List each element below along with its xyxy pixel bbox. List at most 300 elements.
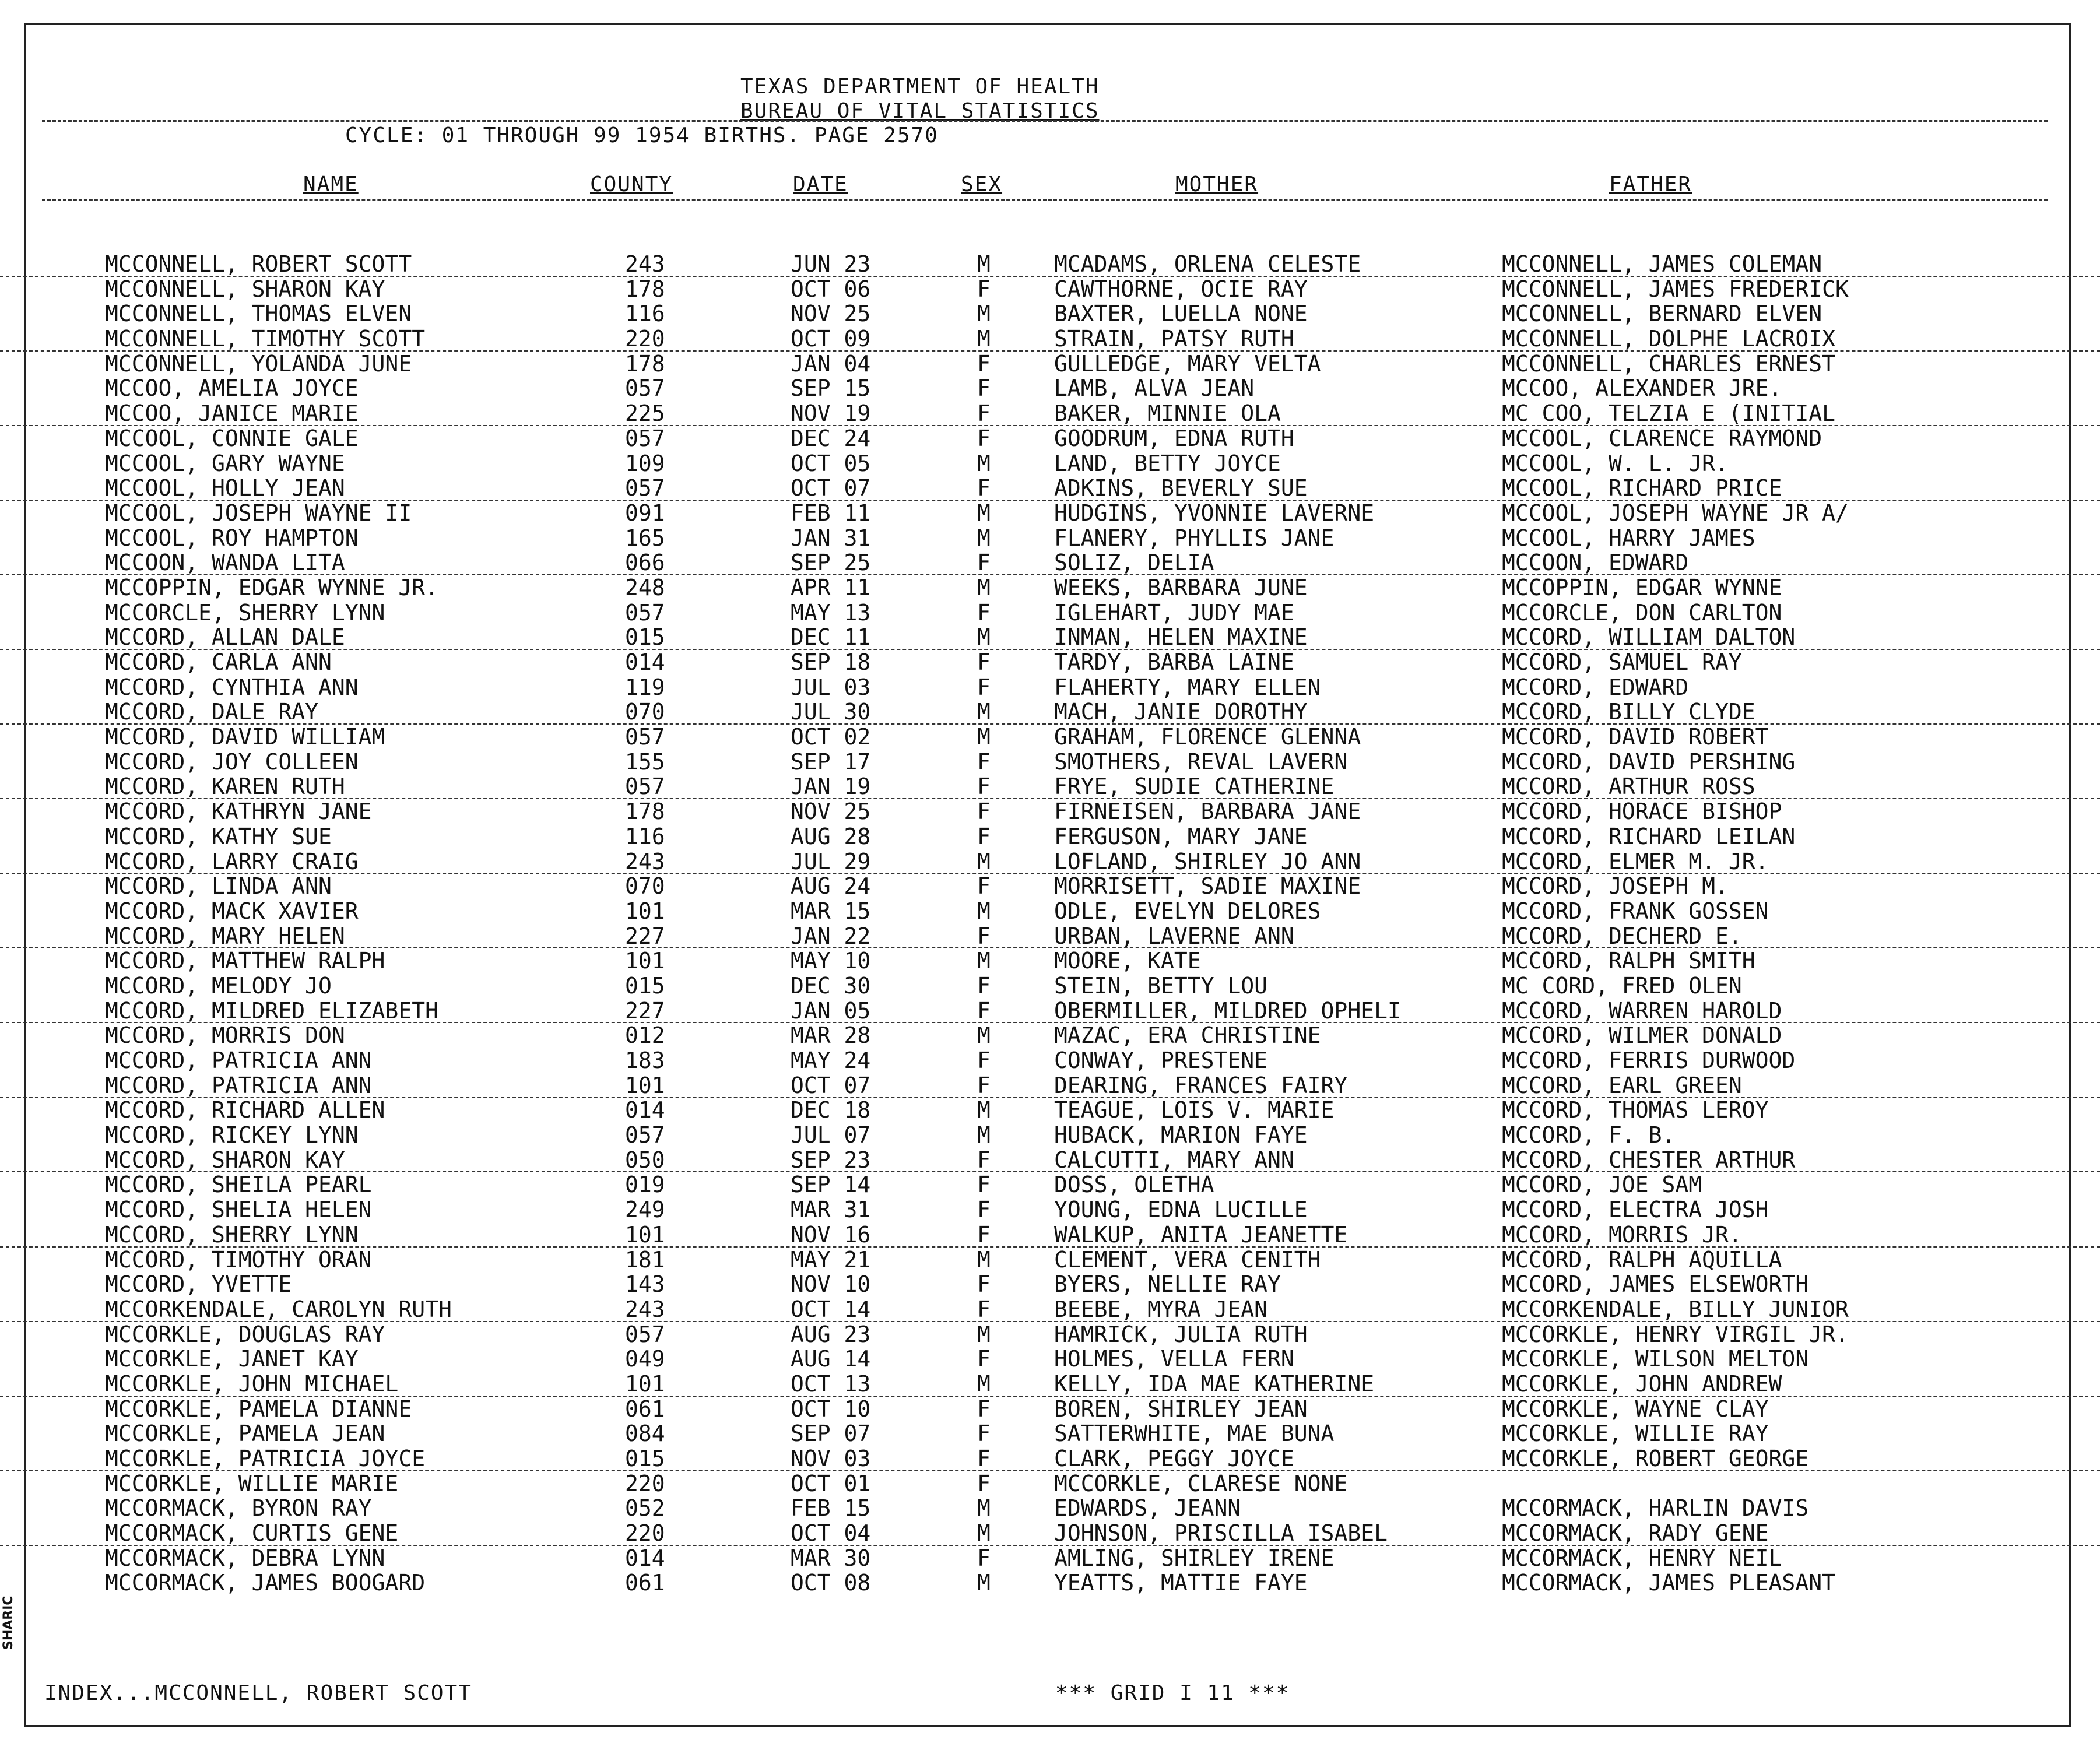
record-county: 220 bbox=[625, 326, 665, 352]
record-row bbox=[0, 774, 2100, 799]
record-mother: ODLE, EVELYN DELORES bbox=[1054, 898, 1321, 924]
record-father: MCCORKLE, HENRY VIRGIL JR. bbox=[1502, 1321, 1849, 1347]
record-name: MCCORD, DAVID WILLIAM bbox=[105, 724, 385, 750]
record-date: MAR 28 bbox=[791, 1022, 871, 1049]
record-sex: F bbox=[977, 1296, 991, 1322]
record-row bbox=[0, 526, 2100, 551]
record-row bbox=[0, 1073, 2100, 1098]
record-county: 070 bbox=[625, 873, 665, 899]
record-row bbox=[0, 999, 2100, 1024]
record-mother: SMOTHERS, REVAL LAVERN bbox=[1054, 749, 1348, 775]
record-row bbox=[0, 1372, 2100, 1397]
record-mother: HAMRICK, JULIA RUTH bbox=[1054, 1321, 1308, 1347]
record-name: MCCORD, MATTHEW RALPH bbox=[105, 948, 385, 974]
record-sex: F bbox=[977, 1446, 991, 1471]
record-county: 101 bbox=[625, 1221, 665, 1248]
record-date: SEP 14 bbox=[791, 1172, 871, 1198]
record-mother: INMAN, HELEN MAXINE bbox=[1054, 624, 1308, 651]
record-date: MAY 13 bbox=[791, 599, 871, 625]
record-date: OCT 10 bbox=[791, 1396, 871, 1422]
record-sex: M bbox=[977, 450, 991, 476]
record-date: OCT 05 bbox=[791, 450, 871, 476]
record-sex: M bbox=[977, 1246, 991, 1273]
record-county: 101 bbox=[625, 1371, 665, 1397]
record-county: 061 bbox=[625, 1396, 665, 1422]
record-row bbox=[0, 1347, 2100, 1372]
record-sex: F bbox=[977, 1396, 991, 1422]
record-county: 183 bbox=[625, 1048, 665, 1073]
record-name: MCCORKLE, JOHN MICHAEL bbox=[105, 1371, 399, 1397]
record-date: MAR 31 bbox=[791, 1197, 871, 1223]
record-row bbox=[0, 974, 2100, 999]
record-county: 227 bbox=[625, 923, 665, 949]
record-county: 057 bbox=[625, 774, 665, 800]
record-row bbox=[0, 824, 2100, 849]
record-sex: F bbox=[977, 823, 991, 849]
record-name: MCCONNELL, ROBERT SCOTT bbox=[105, 251, 412, 277]
record-name: MCCORKLE, WILLIE MARIE bbox=[105, 1470, 399, 1496]
record-mother: FLAHERTY, MARY ELLEN bbox=[1054, 674, 1321, 700]
record-father: MCCOON, EDWARD bbox=[1502, 550, 1689, 576]
record-name: MCCOO, AMELIA JOYCE bbox=[105, 375, 359, 402]
record-father: MC CORD, FRED OLEN bbox=[1502, 972, 1742, 999]
record-row bbox=[0, 501, 2100, 526]
record-row bbox=[0, 1471, 2100, 1496]
record-father: MCCORD, DAVID ROBERT bbox=[1502, 724, 1769, 750]
record-row bbox=[0, 1521, 2100, 1546]
record-row bbox=[0, 451, 2100, 476]
record-county: 220 bbox=[625, 1470, 665, 1496]
record-name: MCCOOL, JOSEPH WAYNE II bbox=[105, 500, 412, 526]
record-row bbox=[0, 874, 2100, 899]
record-mother: OBERMILLER, MILDRED OPHELI bbox=[1054, 997, 1401, 1024]
record-date: OCT 02 bbox=[791, 724, 871, 750]
record-row bbox=[0, 700, 2100, 725]
record-row bbox=[0, 1397, 2100, 1422]
record-father: MCCORD, DECHERD E. bbox=[1502, 923, 1742, 949]
cycle-line: CYCLE: 01 THROUGH 99 1954 BIRTHS. PAGE 2570 bbox=[345, 124, 939, 147]
record-row bbox=[0, 799, 2100, 824]
record-sex: F bbox=[977, 1221, 991, 1248]
record-date: OCT 04 bbox=[791, 1520, 871, 1547]
column-header-county: COUNTY bbox=[590, 173, 673, 196]
record-name: MCCONNELL, YOLANDA JUNE bbox=[105, 350, 412, 377]
record-county: 243 bbox=[625, 1296, 665, 1322]
record-date: DEC 30 bbox=[791, 972, 871, 999]
record-sex: F bbox=[977, 997, 991, 1024]
footer-index: INDEX...MCCONNELL, ROBERT SCOTT bbox=[44, 1681, 472, 1705]
record-mother: GOODRUM, EDNA RUTH bbox=[1054, 425, 1294, 451]
record-name: MCCONNELL, THOMAS ELVEN bbox=[105, 301, 412, 327]
record-sex: F bbox=[977, 1346, 991, 1372]
record-name: MCCORD, SHARON KAY bbox=[105, 1147, 345, 1173]
record-mother: BAKER, MINNIE OLA bbox=[1054, 400, 1281, 427]
record-father: MCCONNELL, JAMES COLEMAN bbox=[1502, 251, 1822, 277]
record-father: MCCORD, SAMUEL RAY bbox=[1502, 649, 1742, 675]
record-county: 057 bbox=[625, 1122, 665, 1148]
record-sex: M bbox=[977, 1371, 991, 1397]
record-row bbox=[0, 1197, 2100, 1222]
record-mother: BEEBE, MYRA JEAN bbox=[1054, 1296, 1268, 1322]
record-date: JAN 31 bbox=[791, 525, 871, 551]
record-date: OCT 07 bbox=[791, 475, 871, 501]
record-county: 178 bbox=[625, 350, 665, 377]
record-county: 015 bbox=[625, 972, 665, 999]
record-row bbox=[0, 675, 2100, 700]
record-county: 015 bbox=[625, 1446, 665, 1471]
record-father: MCCORKLE, WILLIE RAY bbox=[1502, 1421, 1769, 1447]
record-row bbox=[0, 948, 2100, 974]
record-date: NOV 10 bbox=[791, 1271, 871, 1298]
record-father: MCCORKLE, JOHN ANDREW bbox=[1502, 1371, 1782, 1397]
record-father: MCCORD, HORACE BISHOP bbox=[1502, 799, 1782, 825]
header-line-2: BUREAU OF VITAL STATISTICS bbox=[740, 99, 1100, 123]
record-father: MCCOO, ALEXANDER JRE. bbox=[1502, 375, 1782, 402]
record-sex: F bbox=[977, 749, 991, 775]
record-mother: GULLEDGE, MARY VELTA bbox=[1054, 350, 1321, 377]
record-name: MCCORD, MILDRED ELIZABETH bbox=[105, 997, 438, 1024]
record-name: MCCORD, LINDA ANN bbox=[105, 873, 332, 899]
record-date: SEP 23 bbox=[791, 1147, 871, 1173]
record-sex: F bbox=[977, 1072, 991, 1098]
record-county: 084 bbox=[625, 1421, 665, 1447]
record-name: MCCORKLE, DOUGLAS RAY bbox=[105, 1321, 385, 1347]
record-county: 181 bbox=[625, 1246, 665, 1273]
record-father: MCCORCLE, DON CARLTON bbox=[1502, 599, 1782, 625]
record-mother: CLARK, PEGGY JOYCE bbox=[1054, 1446, 1294, 1471]
record-county: 101 bbox=[625, 898, 665, 924]
record-sex: F bbox=[977, 1271, 991, 1298]
record-row bbox=[0, 252, 2100, 277]
record-mother: STEIN, BETTY LOU bbox=[1054, 972, 1268, 999]
record-father: MCCORD, MORRIS JR. bbox=[1502, 1221, 1742, 1248]
record-sex: F bbox=[977, 1545, 991, 1571]
record-father: MCCORD, WILMER DONALD bbox=[1502, 1022, 1782, 1049]
record-mother: YEATTS, MATTIE FAYE bbox=[1054, 1570, 1308, 1596]
record-row bbox=[0, 1123, 2100, 1148]
record-father: MCCORMACK, HARLIN DAVIS bbox=[1502, 1495, 1809, 1521]
record-mother: FLANERY, PHYLLIS JANE bbox=[1054, 525, 1335, 551]
record-county: 061 bbox=[625, 1570, 665, 1596]
record-sex: F bbox=[977, 972, 991, 999]
record-row bbox=[0, 401, 2100, 426]
record-row bbox=[0, 1297, 2100, 1322]
record-date: OCT 06 bbox=[791, 276, 871, 302]
record-mother: CAWTHORNE, OCIE RAY bbox=[1054, 276, 1308, 302]
record-name: MCCORKLE, PATRICIA JOYCE bbox=[105, 1446, 426, 1471]
record-mother: YOUNG, EDNA LUCILLE bbox=[1054, 1197, 1308, 1223]
record-date: SEP 15 bbox=[791, 375, 871, 402]
record-county: 248 bbox=[625, 574, 665, 600]
record-county: 014 bbox=[625, 649, 665, 675]
record-father: MCCONNELL, BERNARD ELVEN bbox=[1502, 301, 1822, 327]
record-mother: JOHNSON, PRISCILLA ISABEL bbox=[1054, 1520, 1388, 1547]
record-date: SEP 07 bbox=[791, 1421, 871, 1447]
record-mother: STRAIN, PATSY RUTH bbox=[1054, 326, 1294, 352]
record-mother: SATTERWHITE, MAE BUNA bbox=[1054, 1421, 1335, 1447]
record-father: MCCORD, RALPH AQUILLA bbox=[1502, 1246, 1782, 1273]
record-name: MCCOOL, GARY WAYNE bbox=[105, 450, 345, 476]
record-mother: IGLEHART, JUDY MAE bbox=[1054, 599, 1294, 625]
record-mother: MACH, JANIE DOROTHY bbox=[1054, 699, 1308, 725]
record-father: MCCORD, JAMES ELSEWORTH bbox=[1502, 1271, 1809, 1298]
record-sex: F bbox=[977, 400, 991, 427]
record-county: 249 bbox=[625, 1197, 665, 1223]
record-sex: M bbox=[977, 948, 991, 974]
record-date: OCT 08 bbox=[791, 1570, 871, 1596]
record-father: MCCORMACK, HENRY NEIL bbox=[1502, 1545, 1782, 1571]
record-sex: F bbox=[977, 425, 991, 451]
record-date: JUL 29 bbox=[791, 848, 871, 874]
record-county: 116 bbox=[625, 301, 665, 327]
record-name: MCCORD, MELODY JO bbox=[105, 972, 332, 999]
record-row bbox=[0, 1248, 2100, 1273]
record-sex: F bbox=[977, 1048, 991, 1073]
record-row bbox=[0, 476, 2100, 501]
record-mother: GRAHAM, FLORENCE GLENNA bbox=[1054, 724, 1361, 750]
column-header-father: FATHER bbox=[1609, 173, 1692, 196]
record-county: 116 bbox=[625, 823, 665, 849]
record-row bbox=[0, 1048, 2100, 1073]
record-mother: BAXTER, LUELLA NONE bbox=[1054, 301, 1308, 327]
column-header-sex: SEX bbox=[961, 173, 1003, 196]
record-name: MCCORKLE, PAMELA DIANNE bbox=[105, 1396, 412, 1422]
record-county: 057 bbox=[625, 1321, 665, 1347]
record-date: JAN 22 bbox=[791, 923, 871, 949]
record-mother: ADKINS, BEVERLY SUE bbox=[1054, 475, 1308, 501]
record-father: MCCORKLE, WAYNE CLAY bbox=[1502, 1396, 1769, 1422]
record-name: MCCORD, PATRICIA ANN bbox=[105, 1072, 372, 1098]
record-father: MCCORD, JOSEPH M. bbox=[1502, 873, 1729, 899]
record-county: 178 bbox=[625, 276, 665, 302]
record-date: MAR 30 bbox=[791, 1545, 871, 1571]
record-name: MCCORMACK, CURTIS GENE bbox=[105, 1520, 399, 1547]
record-date: OCT 09 bbox=[791, 326, 871, 352]
record-name: MCCORD, CYNTHIA ANN bbox=[105, 674, 359, 700]
record-county: 165 bbox=[625, 525, 665, 551]
record-county: 225 bbox=[625, 400, 665, 427]
record-county: 091 bbox=[625, 500, 665, 526]
record-row bbox=[0, 849, 2100, 874]
record-row bbox=[0, 750, 2100, 775]
record-county: 057 bbox=[625, 475, 665, 501]
record-mother: TARDY, BARBA LAINE bbox=[1054, 649, 1294, 675]
record-name: MCCORD, ALLAN DALE bbox=[105, 624, 345, 651]
record-mother: DEARING, FRANCES FAIRY bbox=[1054, 1072, 1348, 1098]
record-name: MCCORD, SHEILA PEARL bbox=[105, 1172, 372, 1198]
record-date: OCT 07 bbox=[791, 1072, 871, 1098]
record-date: DEC 11 bbox=[791, 624, 871, 651]
record-name: MCCOOL, CONNIE GALE bbox=[105, 425, 359, 451]
record-sex: M bbox=[977, 1122, 991, 1148]
record-father: MCCORD, RICHARD LEILAN bbox=[1502, 823, 1796, 849]
record-father: MCCORD, BILLY CLYDE bbox=[1502, 699, 1755, 725]
record-county: 066 bbox=[625, 550, 665, 576]
record-county: 143 bbox=[625, 1271, 665, 1298]
record-date: FEB 11 bbox=[791, 500, 871, 526]
record-row bbox=[0, 326, 2100, 352]
record-row bbox=[0, 899, 2100, 924]
record-name: MCCORD, MACK XAVIER bbox=[105, 898, 359, 924]
record-row bbox=[0, 1496, 2100, 1521]
record-father: MCCORKENDALE, BILLY JUNIOR bbox=[1502, 1296, 1849, 1322]
record-row bbox=[0, 1546, 2100, 1571]
record-date: MAY 21 bbox=[791, 1246, 871, 1273]
record-name: MCCORD, PATRICIA ANN bbox=[105, 1048, 372, 1073]
record-name: MCCOPPIN, EDGAR WYNNE JR. bbox=[105, 574, 438, 600]
record-name: MCCOO, JANICE MARIE bbox=[105, 400, 359, 427]
record-date: FEB 15 bbox=[791, 1495, 871, 1521]
record-date: DEC 18 bbox=[791, 1097, 871, 1123]
record-county: 015 bbox=[625, 624, 665, 651]
record-name: MCCOON, WANDA LITA bbox=[105, 550, 345, 576]
record-date: JUL 07 bbox=[791, 1122, 871, 1148]
record-father: MCCORD, EDWARD bbox=[1502, 674, 1689, 700]
record-row bbox=[0, 376, 2100, 401]
record-date: NOV 16 bbox=[791, 1221, 871, 1248]
record-name: MCCORD, DALE RAY bbox=[105, 699, 319, 725]
record-name: MCCORD, RICHARD ALLEN bbox=[105, 1097, 385, 1123]
record-mother: BYERS, NELLIE RAY bbox=[1054, 1271, 1281, 1298]
record-sex: M bbox=[977, 724, 991, 750]
record-father: MCCORD, WILLIAM DALTON bbox=[1502, 624, 1796, 651]
record-mother: MCADAMS, ORLENA CELESTE bbox=[1054, 251, 1361, 277]
record-row bbox=[0, 352, 2100, 377]
record-date: AUG 24 bbox=[791, 873, 871, 899]
record-sex: F bbox=[977, 873, 991, 899]
record-father: MCCORMACK, JAMES PLEASANT bbox=[1502, 1570, 1835, 1596]
record-row bbox=[0, 1421, 2100, 1446]
record-county: 049 bbox=[625, 1346, 665, 1372]
record-name: MCCORD, JOY COLLEEN bbox=[105, 749, 359, 775]
header-divider bbox=[42, 120, 2048, 122]
record-row bbox=[0, 1148, 2100, 1173]
record-sex: F bbox=[977, 923, 991, 949]
record-sex: M bbox=[977, 699, 991, 725]
record-name: MCCORD, MORRIS DON bbox=[105, 1022, 345, 1049]
record-father: MCCORD, ELMER M. JR. bbox=[1502, 848, 1769, 874]
record-father: MCCORD, ARTHUR ROSS bbox=[1502, 774, 1755, 800]
record-date: JUL 30 bbox=[791, 699, 871, 725]
record-date: NOV 25 bbox=[791, 799, 871, 825]
record-mother: HUBACK, MARION FAYE bbox=[1054, 1122, 1308, 1148]
record-county: 057 bbox=[625, 724, 665, 750]
record-sex: M bbox=[977, 251, 991, 277]
record-date: JUN 23 bbox=[791, 251, 871, 277]
record-father: MCCORKLE, ROBERT GEORGE bbox=[1502, 1446, 1809, 1471]
record-sex: F bbox=[977, 375, 991, 402]
record-sex: F bbox=[977, 649, 991, 675]
record-father: MCCORD, JOE SAM bbox=[1502, 1172, 1702, 1198]
record-county: 227 bbox=[625, 997, 665, 1024]
record-date: AUG 28 bbox=[791, 823, 871, 849]
record-county: 050 bbox=[625, 1147, 665, 1173]
record-sex: M bbox=[977, 898, 991, 924]
record-sex: M bbox=[977, 525, 991, 551]
record-sex: F bbox=[977, 1147, 991, 1173]
record-sex: M bbox=[977, 1495, 991, 1521]
record-father: MCCORD, FERRIS DURWOOD bbox=[1502, 1048, 1796, 1073]
record-sex: M bbox=[977, 301, 991, 327]
record-mother: EDWARDS, JEANN bbox=[1054, 1495, 1241, 1521]
record-sex: F bbox=[977, 599, 991, 625]
record-name: MCCORKLE, PAMELA JEAN bbox=[105, 1421, 385, 1447]
record-date: JUL 03 bbox=[791, 674, 871, 700]
record-county: 243 bbox=[625, 251, 665, 277]
record-sex: F bbox=[977, 774, 991, 800]
record-sex: M bbox=[977, 1097, 991, 1123]
record-name: MCCORMACK, JAMES BOOGARD bbox=[105, 1570, 426, 1596]
record-sex: M bbox=[977, 1022, 991, 1049]
record-father: MC COO, TELZIA E (INITIAL bbox=[1502, 400, 1835, 427]
record-name: MCCORD, KATHY SUE bbox=[105, 823, 332, 849]
record-county: 012 bbox=[625, 1022, 665, 1049]
record-row bbox=[0, 277, 2100, 302]
footer-grid: *** GRID I 11 *** bbox=[1055, 1681, 1290, 1705]
record-row bbox=[0, 625, 2100, 650]
record-father: MCCONNELL, DOLPHE LACROIX bbox=[1502, 326, 1835, 352]
record-date: OCT 14 bbox=[791, 1296, 871, 1322]
record-mother: TEAGUE, LOIS V. MARIE bbox=[1054, 1097, 1335, 1123]
record-father: MCCORD, F. B. bbox=[1502, 1122, 1676, 1148]
record-mother: WALKUP, ANITA JEANETTE bbox=[1054, 1221, 1348, 1248]
record-county: 057 bbox=[625, 599, 665, 625]
record-mother: CONWAY, PRESTENE bbox=[1054, 1048, 1268, 1073]
record-name: MCCONNELL, TIMOTHY SCOTT bbox=[105, 326, 426, 352]
record-sex: M bbox=[977, 624, 991, 651]
record-mother: LOFLAND, SHIRLEY JO ANN bbox=[1054, 848, 1361, 874]
record-sex: F bbox=[977, 799, 991, 825]
record-row bbox=[0, 1322, 2100, 1347]
record-sex: M bbox=[977, 574, 991, 600]
record-father: MCCORD, DAVID PERSHING bbox=[1502, 749, 1796, 775]
record-row bbox=[0, 924, 2100, 949]
record-county: 019 bbox=[625, 1172, 665, 1198]
record-sex: M bbox=[977, 1570, 991, 1596]
record-sex: M bbox=[977, 1321, 991, 1347]
record-date: NOV 03 bbox=[791, 1446, 871, 1471]
record-name: MCCORKENDALE, CAROLYN RUTH bbox=[105, 1296, 452, 1322]
record-mother: CALCUTTI, MARY ANN bbox=[1054, 1147, 1294, 1173]
record-sex: M bbox=[977, 1520, 991, 1547]
record-mother: FERGUSON, MARY JANE bbox=[1054, 823, 1308, 849]
record-row bbox=[0, 550, 2100, 575]
record-sex: M bbox=[977, 326, 991, 352]
record-date: AUG 23 bbox=[791, 1321, 871, 1347]
record-sex: F bbox=[977, 550, 991, 576]
record-name: MCCORD, KATHRYN JANE bbox=[105, 799, 372, 825]
record-county: 220 bbox=[625, 1520, 665, 1547]
record-father: MCCORD, WARREN HAROLD bbox=[1502, 997, 1782, 1024]
record-county: 052 bbox=[625, 1495, 665, 1521]
record-mother: HOLMES, VELLA FERN bbox=[1054, 1346, 1294, 1372]
record-row bbox=[0, 1570, 2100, 1596]
record-date: AUG 14 bbox=[791, 1346, 871, 1372]
record-father: MCCOOL, JOSEPH WAYNE JR A/ bbox=[1502, 500, 1849, 526]
record-sex: M bbox=[977, 848, 991, 874]
record-mother: KELLY, IDA MAE KATHERINE bbox=[1054, 1371, 1375, 1397]
record-father: MCCOOL, W. L. JR. bbox=[1502, 450, 1729, 476]
record-name: MCCORD, RICKEY LYNN bbox=[105, 1122, 359, 1148]
record-name: MCCORD, LARRY CRAIG bbox=[105, 848, 359, 874]
record-sex: F bbox=[977, 1197, 991, 1223]
record-date: SEP 25 bbox=[791, 550, 871, 576]
record-name: MCCONNELL, SHARON KAY bbox=[105, 276, 385, 302]
record-county: 014 bbox=[625, 1545, 665, 1571]
record-father: MCCORD, THOMAS LEROY bbox=[1502, 1097, 1769, 1123]
column-header-mother: MOTHER bbox=[1175, 173, 1259, 196]
record-row bbox=[0, 1172, 2100, 1197]
